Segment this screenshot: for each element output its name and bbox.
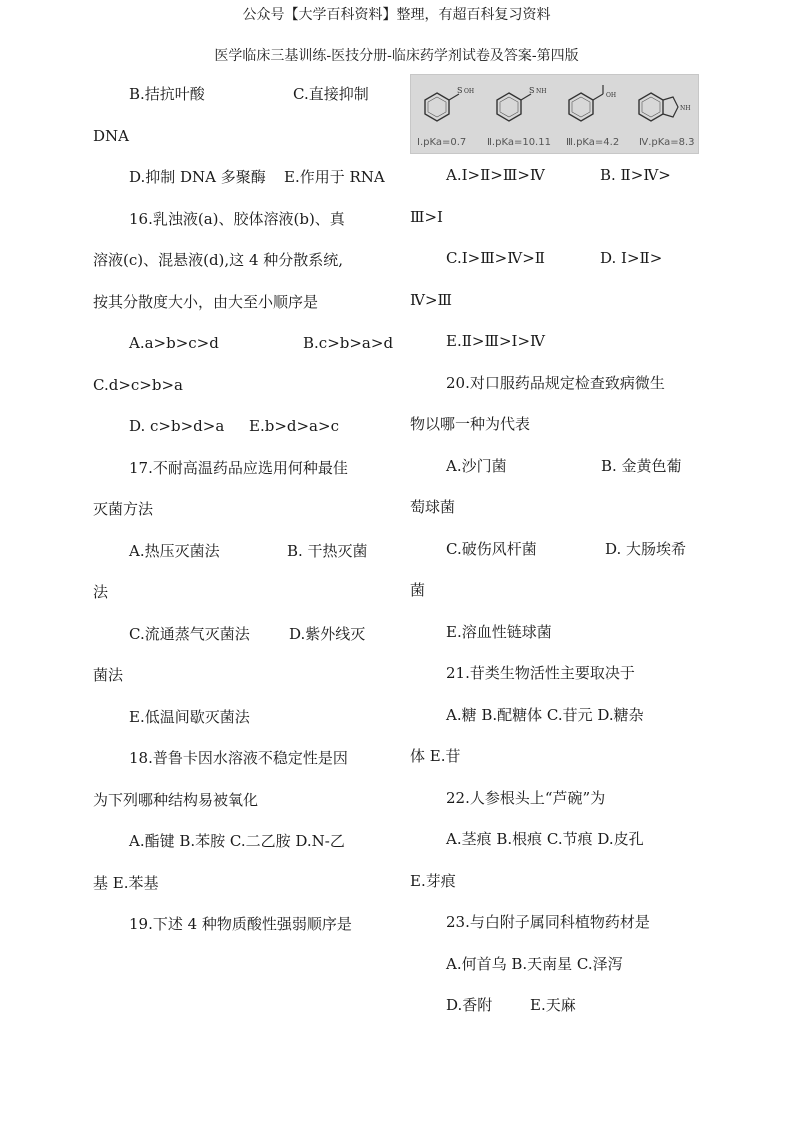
text-line — [410, 487, 710, 529]
svg-text:OH: OH — [464, 88, 475, 95]
option-c: C.破伤风杆菌 — [446, 539, 537, 558]
option-c: C.直接抑制 — [293, 85, 369, 103]
text-line — [93, 323, 393, 365]
option-continuation: 法 — [93, 583, 109, 601]
question-19 — [93, 904, 393, 946]
option-a: A.沙门菌 — [446, 456, 507, 475]
text-line — [93, 531, 393, 573]
question-text: 18.普鲁卡因水溶液不稳定性是因 — [129, 749, 348, 767]
option-b: B. Ⅱ>Ⅳ> — [600, 166, 671, 184]
pka-label: Ⅳ.pKa=8.3 — [639, 137, 695, 148]
option-e: E.溶血性链球菌 — [446, 622, 552, 641]
text-line — [410, 695, 710, 737]
question-text: 物以哪一种为代表 — [410, 415, 531, 433]
question-text: 19.下述 4 种物质酸性强弱顺序是 — [129, 915, 352, 933]
text-line — [410, 280, 710, 322]
question-text: 16.乳浊液(a)、胶体溶液(b)、真 — [129, 209, 345, 228]
svg-text:OH: OH — [606, 92, 617, 99]
question-text: 22.人参根头上“芦碗”为 — [446, 788, 606, 807]
option-b: B. 干热灭菌 — [287, 541, 368, 560]
benzenesulfonic-acid-structure — [419, 81, 479, 127]
text-line — [410, 612, 710, 654]
text-line — [93, 821, 393, 863]
option-d: D.抑制 DNA 多聚酶 — [129, 168, 266, 186]
option-c: C.流通蒸气灭菌法 — [129, 624, 250, 643]
option-b: B. 金黄色葡 — [601, 456, 682, 475]
options: 基 E.苯基 — [93, 873, 159, 892]
left-column — [93, 74, 393, 946]
option-e: E.低温间歇灭菌法 — [129, 707, 250, 726]
svg-text:NH: NH — [536, 88, 547, 95]
pka-label: Ⅱ.pKa=10.11 — [487, 137, 551, 148]
text-line — [93, 74, 393, 116]
option-e: E.Ⅱ>Ⅲ>Ⅰ>Ⅳ — [446, 332, 545, 350]
pka-label: Ⅲ.pKa=4.2 — [566, 137, 620, 148]
text-line — [93, 614, 393, 656]
text-line — [93, 240, 393, 282]
text-line — [410, 155, 710, 197]
option-e: E.天麻 — [530, 996, 576, 1014]
option-continuation: 萄球菌 — [410, 498, 456, 516]
text-line — [93, 489, 393, 531]
question-text: 23.与白附子属同科植物药材是 — [446, 913, 650, 931]
svg-text:S: S — [529, 86, 535, 95]
option-c: C.Ⅰ>Ⅲ>Ⅳ>Ⅱ — [446, 249, 545, 267]
options: A.茎痕 B.根痕 C.节痕 D.皮孔 — [446, 830, 644, 848]
question-text: 20.对口服药品规定检查致病微生 — [446, 373, 665, 392]
option-a: A.热压灭菌法 — [129, 541, 220, 560]
text-line — [93, 116, 393, 158]
option-e: E.b>d>a>c — [249, 417, 339, 435]
option-b: B.c>b>a>d — [303, 334, 394, 352]
option-d: D. 大肠埃希 — [605, 539, 687, 558]
option-continuation: Ⅳ>Ⅲ — [410, 290, 453, 309]
text-line — [410, 985, 710, 1027]
question-21 — [410, 653, 710, 695]
option-a: A.Ⅰ>Ⅱ>Ⅲ>Ⅳ — [446, 166, 545, 184]
svg-text:NH: NH — [680, 105, 691, 112]
text-line — [410, 404, 710, 446]
question-17 — [93, 448, 393, 490]
option-d: D.紫外线灭 — [289, 624, 366, 643]
text-line — [410, 197, 710, 239]
text-line — [93, 572, 393, 614]
phthalimide-structure — [635, 81, 695, 127]
option-d: D.香附 — [446, 996, 493, 1014]
text-line — [93, 282, 393, 324]
option-a: A.a>b>c>d — [129, 334, 219, 352]
option-continuation: Ⅲ>Ⅰ — [410, 207, 443, 226]
options: E.芽痕 — [410, 871, 456, 890]
question-text: 灭菌方法 — [93, 500, 154, 518]
text-line — [410, 944, 710, 986]
text-line — [93, 406, 393, 448]
options: A.糖 B.配糖体 C.苷元 D.糖杂 — [446, 705, 644, 724]
question-18 — [93, 738, 393, 780]
text-line — [410, 861, 710, 903]
options: A.酯键 B.苯胺 C.二乙胺 D.N-乙 — [129, 832, 345, 850]
question-text: 21.苷类生物活性主要取决于 — [446, 664, 635, 682]
question-text: 按其分散度大小，由大至小顺序是 — [93, 292, 319, 311]
text-line — [410, 529, 710, 571]
top-note: 公众号【大学百科资料】整理，有超百科复习资料 — [242, 7, 551, 23]
text-line — [93, 655, 393, 697]
text-line — [410, 446, 710, 488]
benzenesulfonamide-structure — [491, 81, 551, 127]
question-20 — [410, 363, 710, 405]
text-line — [93, 863, 393, 905]
question-text: 为下列哪种结构易被氧化 — [93, 790, 259, 809]
option-d: D. Ⅰ>Ⅱ> — [600, 249, 663, 267]
option-b: B.拮抗叶酸 — [129, 85, 205, 103]
option-c: C.d>c>b>a — [93, 375, 183, 394]
text-line — [410, 570, 710, 612]
question-text: 溶液(c)、混悬液(d),这 4 种分散系统, — [93, 251, 344, 269]
question-16 — [93, 199, 393, 241]
svg-text:S: S — [457, 86, 463, 95]
text-line — [93, 697, 393, 739]
document-title: 医学临床三基训练-医技分册-临床药学剂试卷及答案-第四版 — [214, 48, 579, 64]
option-d: D. c>b>d>a — [129, 417, 225, 435]
text-line — [93, 780, 393, 822]
text-line — [410, 819, 710, 861]
option-continuation: 菌 — [410, 581, 426, 599]
option-e: E.作用于 RNA — [284, 168, 385, 186]
option-continuation: DNA — [93, 126, 129, 145]
question-22 — [410, 778, 710, 820]
text-line — [93, 365, 393, 407]
acid-structures-figure — [410, 74, 699, 154]
options: 体 E.苷 — [410, 747, 461, 765]
text-line — [93, 157, 393, 199]
right-column — [410, 74, 710, 1027]
pka-label: Ⅰ.pKa=0.7 — [417, 137, 467, 148]
question-23 — [410, 902, 710, 944]
question-text: 17.不耐高温药品应选用何种最佳 — [129, 458, 348, 477]
text-line — [410, 736, 710, 778]
text-line — [410, 321, 710, 363]
options: A.何首乌 B.天南星 C.泽泻 — [446, 954, 623, 973]
benzoic-acid-structure — [563, 81, 623, 127]
option-continuation: 菌法 — [93, 666, 124, 684]
text-line — [410, 238, 710, 280]
